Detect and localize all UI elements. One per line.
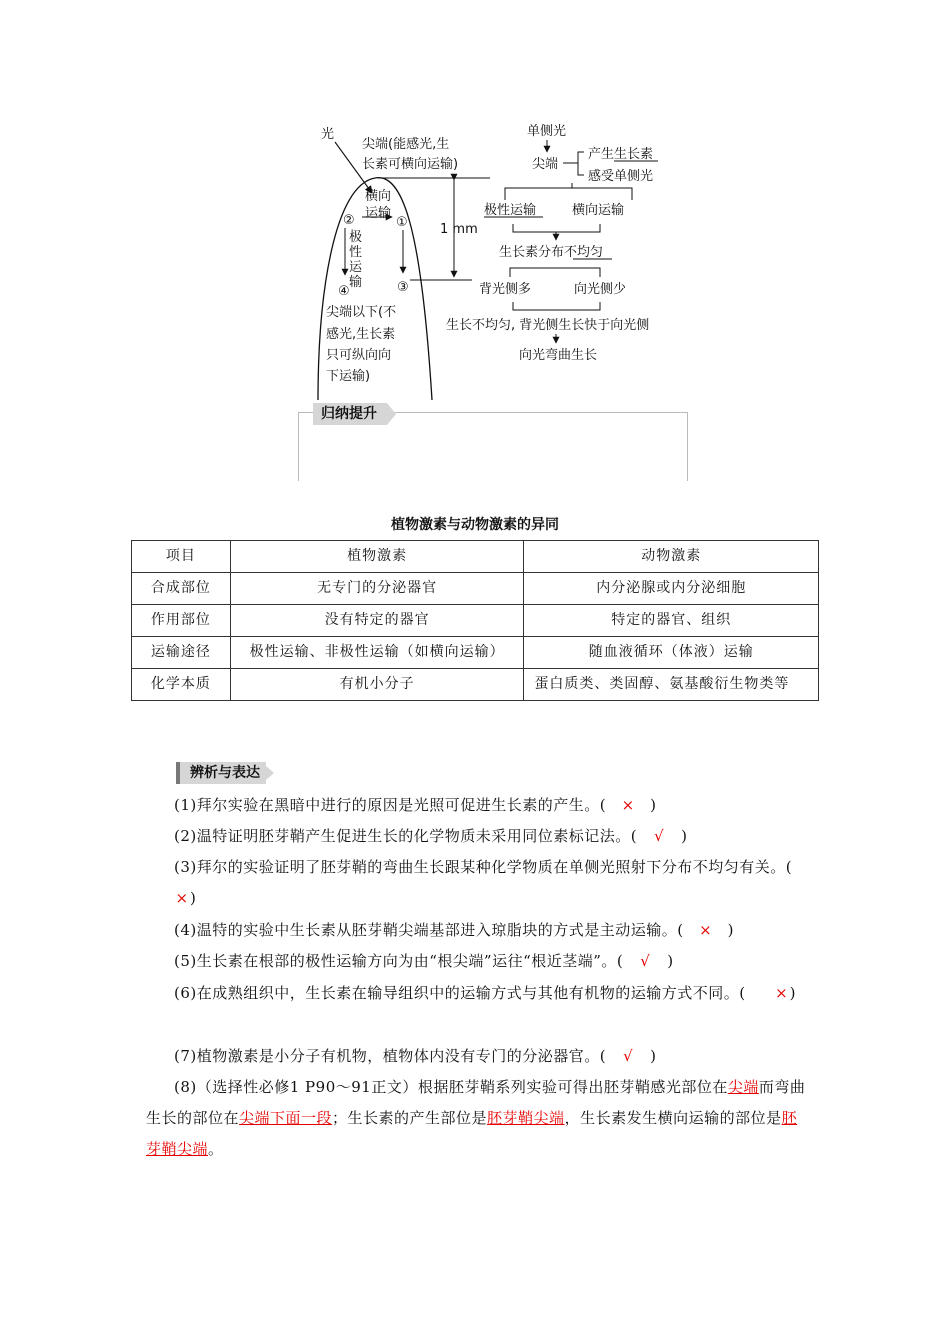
- svg-text:③: ③: [397, 280, 409, 295]
- svg-text:性: 性: [349, 245, 363, 260]
- table-header: 项目: [132, 541, 231, 573]
- svg-text:横向运输: 横向运输: [572, 203, 625, 218]
- question-2: (2)温特证明胚芽鞘产生促进生长的化学物质未采用同位素标记法。( √ ): [146, 821, 806, 852]
- answer-mark: √: [623, 1047, 634, 1065]
- table-title: 植物激素与动物激素的异同: [391, 517, 559, 533]
- svg-text:下运输): 下运输): [326, 369, 371, 384]
- table-row: [132, 669, 819, 701]
- svg-text:②: ②: [343, 213, 355, 228]
- table-cell: 作用部位: [132, 605, 231, 637]
- table-cell: 有机小分子: [230, 669, 524, 701]
- table-header-row: [132, 541, 819, 573]
- svg-text:感受单侧光: 感受单侧光: [588, 169, 654, 184]
- answer-text: 胚芽鞘尖端: [146, 1109, 798, 1158]
- svg-text:①: ①: [396, 215, 408, 230]
- question-1: (1)拜尔实验在黑暗中进行的原因是光照可促进生长素的产生。( × ): [146, 790, 806, 821]
- table-row: [132, 573, 819, 605]
- table-cell: 内分泌腺或内分泌细胞: [524, 573, 819, 605]
- svg-text:向光弯曲生长: 向光弯曲生长: [519, 348, 598, 363]
- svg-text:横向: 横向: [365, 189, 392, 204]
- svg-text:极性运输: 极性运输: [484, 203, 537, 218]
- svg-text:极: 极: [349, 230, 363, 245]
- answer-mark: ×: [775, 984, 789, 1002]
- svg-text:生长不均匀, 背光侧生长快于向光侧: 生长不均匀, 背光侧生长快于向光侧: [446, 318, 650, 333]
- svg-text:尖端: 尖端: [532, 157, 559, 172]
- svg-text:感光,生长素: 感光,生长素: [326, 327, 396, 342]
- table-row: [132, 605, 819, 637]
- table-cell: 蛋白质类、类固醇、氨基酸衍生物类等: [524, 669, 819, 701]
- table-header: 植物激素: [230, 541, 524, 573]
- answer-mark: √: [654, 827, 665, 845]
- svg-text:④: ④: [338, 284, 350, 299]
- answer-text: 尖端: [727, 1078, 759, 1096]
- svg-text:尖端(能感光,生: 尖端(能感光,生: [362, 137, 450, 152]
- question-4: (4)温特的实验中生长素从胚芽鞘尖端基部进入琼脂块的方式是主动运输。( × ): [146, 915, 806, 946]
- svg-text:长素可横向运输): 长素可横向运输): [362, 157, 459, 172]
- svg-text:运: 运: [349, 260, 363, 275]
- question-5: (5)生长素在根部的极性运输方向为由“根尖端”运往“根近茎端”。( √ ): [146, 946, 806, 977]
- svg-text:背光侧多: 背光侧多: [479, 282, 532, 297]
- question-3: (3)拜尔的实验证明了胚芽鞘的弯曲生长跟某种化学物质在单侧光照射下分布不均匀有关。(×): [146, 852, 806, 914]
- svg-text:单侧光: 单侧光: [527, 124, 567, 139]
- table-cell: 特定的器官、组织: [524, 605, 819, 637]
- svg-text:生长素分布不均匀: 生长素分布不均匀: [499, 245, 604, 260]
- dimension-label: 1 mm: [440, 222, 478, 237]
- question-6: (6)在成熟组织中，生长素在输导组织中的运输方式与其他有机物的运输方式不同。( ×): [146, 978, 806, 1009]
- svg-text:向光侧少: 向光侧少: [574, 282, 627, 297]
- table-cell: 极性运输、非极性运输（如横向运输）: [230, 637, 524, 669]
- answer-text: 尖端下面一段: [239, 1109, 333, 1127]
- table-cell: 运输途径: [132, 637, 231, 669]
- table-cell: 化学本质: [132, 669, 231, 701]
- answer-text: 胚芽鞘尖端: [487, 1109, 565, 1127]
- svg-text:尖端以下(不: 尖端以下(不: [326, 305, 397, 320]
- comparison-table: [131, 540, 819, 701]
- question-8: (8)（选择性必修1 P90～91正文）根据胚芽鞘系列实验可得出胚芽鞘感光部位在尖端而弯曲生长的部位在尖端下面一段；生长素的产生部位是胚芽鞘尖端，生长素发生横向运输的部位是胚芽鞘尖端。: [146, 1078, 806, 1158]
- answer-mark: ×: [621, 796, 635, 814]
- table-cell: 合成部位: [132, 573, 231, 605]
- question-7: (7)植物激素是小分子有机物，植物体内没有专门的分泌器官。( √ ): [146, 1041, 806, 1072]
- table-header: 动物激素: [524, 541, 819, 573]
- svg-text:只可纵向向: 只可纵向向: [326, 348, 392, 363]
- phototropism-diagram: [0, 0, 950, 400]
- svg-text:输: 输: [349, 275, 363, 290]
- summary-header: 归纳提升: [313, 403, 387, 425]
- answer-mark: ×: [699, 921, 713, 939]
- svg-text:运输: 运输: [365, 206, 392, 221]
- table-cell: 随血液循环（体液）运输: [524, 637, 819, 669]
- table-row: [132, 637, 819, 669]
- answer-mark: √: [640, 952, 651, 970]
- table-cell: 无专门的分泌器官: [230, 573, 524, 605]
- table-cell: 没有特定的器官: [230, 605, 524, 637]
- analysis-header: 辨析与表达: [176, 762, 266, 784]
- light-label: 光: [321, 127, 335, 142]
- answer-mark: ×: [175, 889, 189, 907]
- svg-text:产生生长素: 产生生长素: [588, 147, 654, 162]
